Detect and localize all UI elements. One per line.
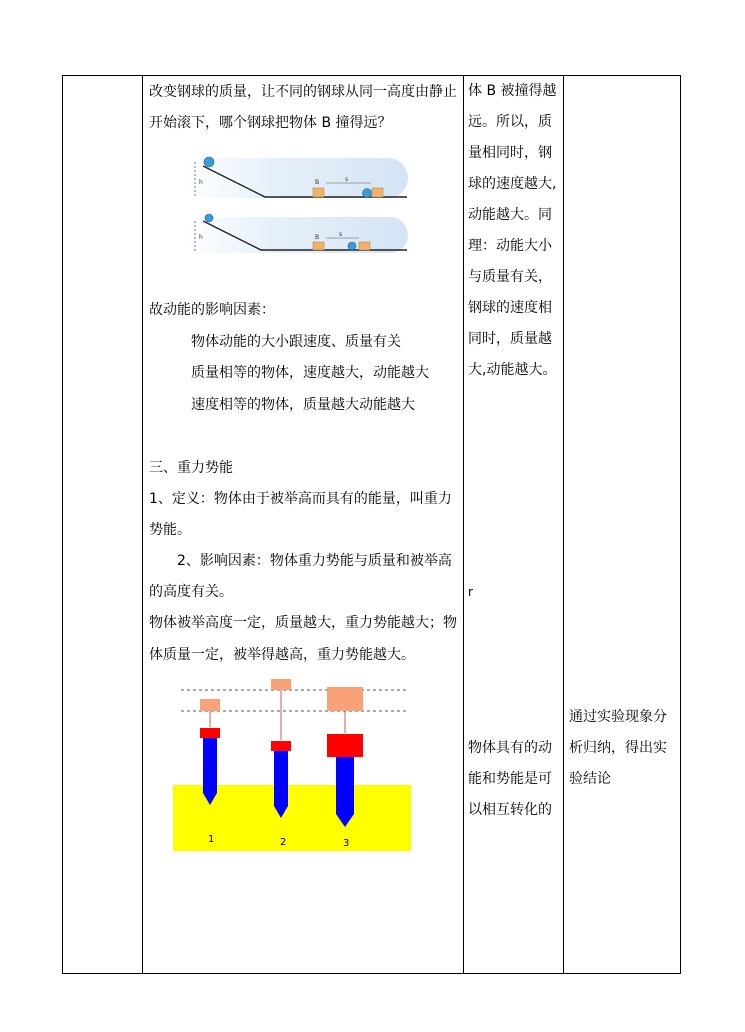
block-b-start — [313, 188, 324, 197]
column-4-text — [569, 702, 679, 795]
column-divider-1 — [142, 76, 143, 973]
steel-ball — [204, 157, 214, 167]
stake-1-body — [203, 738, 217, 805]
intro-line-2: 开始滚下，哪个钢球把物体 B 撞得远？ — [149, 115, 392, 131]
stake-1-cap — [200, 728, 220, 738]
stake-3-body — [336, 757, 354, 827]
col3-line: 球的速度越大, — [468, 176, 557, 192]
conclusion-line-1: 物体被举高度一定，质量越大，重力势能越大；物 — [149, 615, 457, 631]
steel-ball-end — [363, 189, 372, 198]
definition-line-1: 1、定义：物体由于被举高而具有的能量，叫重力 — [149, 491, 452, 507]
block-label: B — [315, 234, 320, 241]
col3-line: 量相同时，钢 — [468, 145, 552, 161]
stakes-figure — [173, 675, 413, 855]
section-3-title: 三、重力势能 — [149, 460, 233, 476]
stake-2-body — [274, 751, 288, 818]
col4-line: 析归纳，得出实 — [569, 740, 667, 756]
col3-line: 同时，质量越 — [468, 331, 552, 347]
col3-line: 物体具有的动 — [468, 740, 552, 756]
factor-1: 物体动能的大小跟速度、质量有关 — [191, 334, 401, 350]
distance-label: s — [339, 231, 343, 238]
ramp-background — [183, 217, 408, 253]
influence-line-1: 2、影响因素：物体重力势能与质量和被举高 — [177, 553, 452, 569]
col3-line: 远。所以，质 — [468, 114, 552, 130]
stake-3-cap — [327, 734, 363, 757]
factors-title: 故动能的影响因素： — [149, 302, 275, 318]
steel-ball-end — [348, 242, 356, 250]
conclusion-line-2: 体质量一定，被举得越高，重力势能越大。 — [149, 647, 415, 663]
block-b-start — [313, 242, 324, 250]
col4-line: 通过实验现象分 — [569, 709, 667, 725]
weight-3 — [327, 687, 363, 711]
col3-line: 动能越大。同 — [468, 207, 552, 223]
column-3-conclusion — [468, 733, 564, 826]
col3-line: 体 B 被撞得越 — [468, 83, 557, 99]
col3-line: 钢球的速度相 — [468, 300, 552, 316]
distance-label: s — [345, 176, 349, 183]
factor-2: 质量相等的物体，速度越大，动能越大 — [191, 365, 429, 381]
col4-line: 验结论 — [569, 771, 611, 787]
factor-3: 速度相等的物体，质量越大动能越大 — [191, 397, 415, 413]
height-label: h — [199, 234, 203, 241]
col3-line: 理：动能大小 — [468, 238, 552, 254]
height-label: h — [199, 179, 203, 186]
intro-line-1: 改变钢球的质量，让不同的钢球从同一高度由静止 — [149, 84, 457, 100]
column-divider-2 — [463, 76, 464, 973]
column-3-text — [468, 76, 564, 386]
weight-2 — [271, 679, 291, 690]
stake-2-cap — [271, 741, 291, 751]
ramp-figure-1 — [181, 150, 421, 202]
block-label: B — [315, 179, 320, 186]
block-b-end — [359, 242, 370, 250]
col3-line: 以相互转化的 — [468, 802, 552, 818]
col3-line: 与质量有关， — [468, 269, 552, 285]
influence-line-2: 的高度有关。 — [149, 584, 233, 600]
definition-line-2: 势能。 — [149, 522, 191, 538]
stray-mark: r — [468, 585, 473, 599]
col3-line: 能和势能是可 — [468, 771, 552, 787]
stake-label-2: 2 — [280, 837, 287, 848]
steel-ball — [205, 214, 213, 222]
stake-label-3: 3 — [343, 838, 350, 849]
col3-line: 大,动能越大。 — [468, 362, 557, 378]
weight-1 — [200, 699, 220, 711]
lesson-table — [62, 75, 681, 974]
ramp-figure-2 — [181, 211, 421, 256]
stake-label-1: 1 — [208, 834, 215, 845]
block-b-end — [372, 188, 383, 197]
